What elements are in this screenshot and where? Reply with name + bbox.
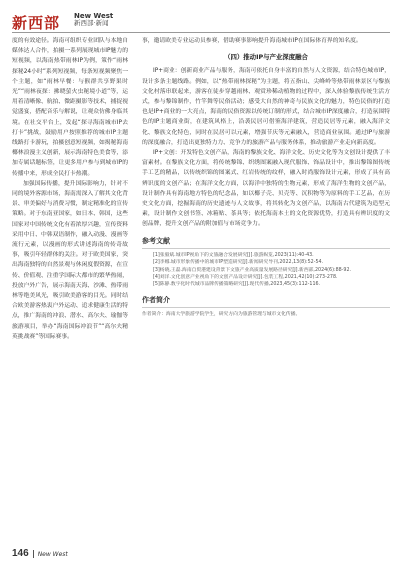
body-paragraph: 度的有效途径。海南可组织专业团队与本地自媒体达人合作，拍摄一系列展现城市IP魅力的短视频，以海南热带雨林IP为例，策作“雨林探秘24小时”系列短视频，每条短视频聚焦一个主题，如“雨林早餐：与猴群共享野果时光”“雨林夜探：拂晓萤火虫秘境小道”等，运用着清晰像、航拍、微距摄影等技术，捕捉视觉盛宴，搭配音乐与解说，让观众仿佛身临其境。在社交平台上，发起“探寻海南城市IP去打卡”挑战，鼓励用户按照推荐的城市IP主题线路打卡游玩，拍摄创意短视频，如揭秘海南椰林浪漫主义创新，展示海南特色美食等，添加专属话题标签，让更多用户参与到城市IP的传播中来，形成全民打卡热潮。 <box>12 38 128 177</box>
right-column <box>142 36 390 319</box>
body-paragraph: IP+文创：开发特色文创产品，海南的黎族文化、海洋文化、历史文化等为文创设计提供了丰富素材。在黎族文化方面，将传统黎锦、织绣图案融入现代服饰、饰品设计中，推出黎锦图传统手工艺的精品，以传统织锦的图案式、红岩传统的纹样，融入时尚服饰设计元素，形成了具有高辨识度的文创产品；在海洋文化方面，以海洋中独特的生物元素，形成了海洋生物的文创产品，设计制作具有海南地方特色的纪念品，如以椰子壳、贝壳等、沉积物等为原料的手工艺品，在历史文化方面，挖掘海南的历史遗迹与人文故事，将其转化为文创产品，以海南古代建筑为造型元素，设计制作文创书签、冰箱贴、茶具等；依托海南本土的文化资源优势，打造具有辨识度的文创品牌，提升文创产品的附加值与市场竞争力。 <box>142 150 390 228</box>
reference-item: [1]张毅斌.城市IP视角下的文旅融合发展研究[J].旅游纵览,2023(11):40-43. <box>153 252 314 258</box>
section-heading: （四）推动IP与产业深度融合 <box>224 53 308 62</box>
journal-logo: 新西部 <box>12 14 61 32</box>
reference-item: [3]杨晓,王磊.海南自贸港建设背景下文旅产业高质量发展路径研究[J].新西部,2024(6):88-92. <box>153 267 352 273</box>
reference-item: [2]李娜.城市形象传播中的城市IP塑造研究[J].新闻研究导刊,2022,13(8):52-54. <box>153 260 324 266</box>
footer-divider <box>33 550 34 558</box>
page-header <box>12 10 390 30</box>
journal-name-cn-small: 新西部·新闻 <box>74 19 109 27</box>
left-column <box>12 36 128 342</box>
header-divider <box>12 32 390 33</box>
journal-logo-subtitle <box>74 13 113 27</box>
author-heading: 作者简介 <box>142 295 390 308</box>
page-footer <box>12 548 68 559</box>
author-bio: 作者简介：海南大学旅游学院学生，研究方向为旅游管理与城市文化传播。 <box>142 312 301 318</box>
body-paragraph: 事，邀请欧美专业运动员参赛，借助赛事影响提升海南城市IP在国际体育界的知名度。 <box>142 38 362 44</box>
footer-journal-name: New West <box>37 551 68 558</box>
reference-item: [5]陈静.数字化时代城市品牌传播策略研究[J].现代传播,2023,45(3):112-116. <box>153 282 321 288</box>
references-heading: 参考文献 <box>142 236 390 249</box>
page-number: 146 <box>12 548 29 559</box>
reference-item: [4]刘洋.文化创意产业视角下的文创产品设计研究[J].包装工程,2021,42(10):273-278. <box>153 275 338 281</box>
body-paragraph: 加强国际传播，提升国际影响力，针对不同的境外客源市场，海南需深入了解其文化背景、审美偏好与消费习惯，制定精准化的宣传策略。对于东南亚国家，如日本、韩国，这些国家对中国传统文化有着浓厚兴趣，宣传资料采用中日、中韩双语制作，融入动漫、漫画等流行元素，以漫画的形式讲述海南的传奇故事，吸引年轻群体的关注。对于欧美国家，突出海南独特的自然景观与休闲度假资源，在宣传、价值观、注重学国际大都市的繁华热闹，投放户外广告，展示海南天海、沙滩、热带雨林等绝美风光，吸引欧美游客的目光。同时结合欧美游客热衷户外运动、追求健康生活的特点，推广海南的冲浪、潜水、高尔夫、瑜伽等旅游项目，举办“海南国际冲浪节”“高尔夫精英挑战赛”等国际赛事。 <box>12 180 128 340</box>
journal-name-en: New West <box>74 12 114 20</box>
body-paragraph: IP+商业：创新商业产品与服务，海南可依托自身丰富的自然与人文资源，结合特色城市IP，设计多条主题线路。例如，以“热带雨林探秘”为主题，将五指山、尖峰岭等热带雨林景区与黎族文化村落串联起来，游客在徒步穿越雨林、观赏珍稀动植物的过程中，深入体验黎族传统生活方式，参与黎锦制作，竹竿舞等民俗活动；感受大自然的神奇与民族文化的魅力，特色民俗的打造也是IP+商业的一大亮点，海南的民俗资源以传统订制的形式，结合城市IP深度融合，打造氛围特色的IP主题商业街，在建筑风格上，沿袭民居可借鉴海洋建筑，营造民居等元素，融入海洋文化、黎族文化特色，同时在民居可以元素，增强节庆等元素融入，营造商业氛围。通过IP与旅游的深度融合，打造出更独特力力、竞争力的旅游产品与服务体系，推动旅游产业走向新高度。 <box>142 68 390 146</box>
